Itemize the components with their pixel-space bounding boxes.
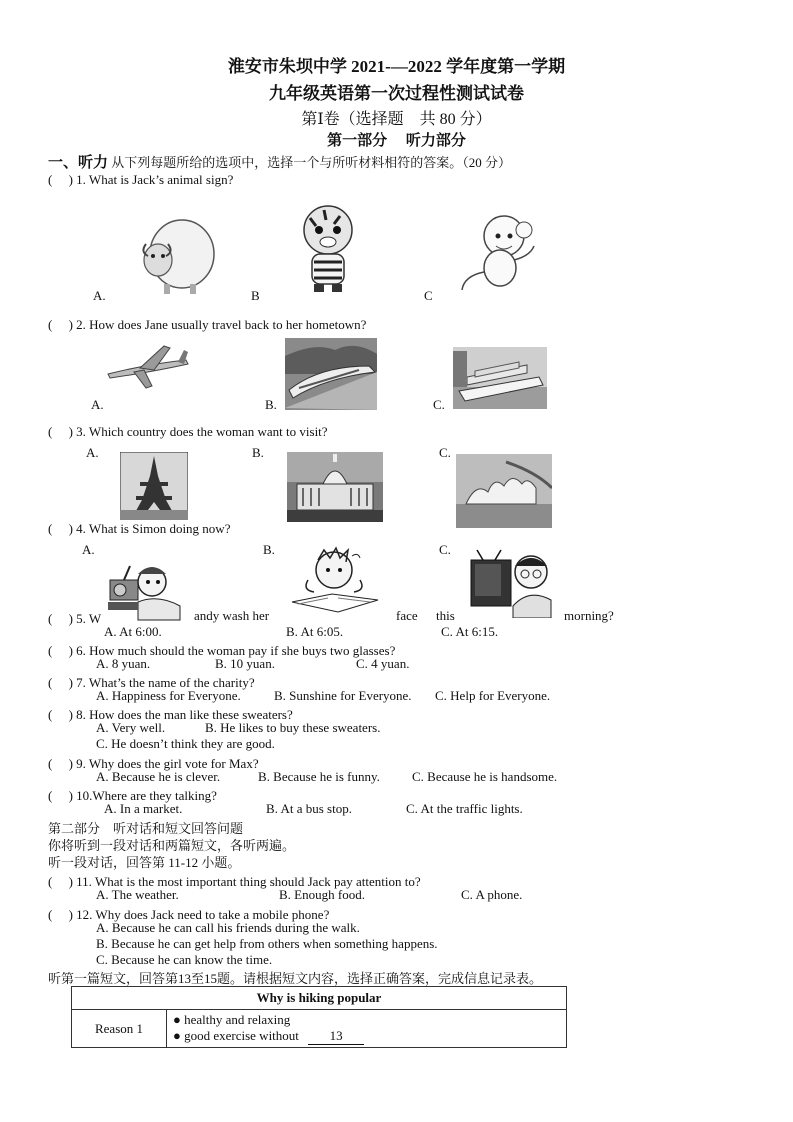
volume-title: 第Ⅰ卷（选择题 共 80 分） — [301, 111, 492, 128]
q6-option-b: B. 10 yuan. — [215, 656, 275, 671]
airplane-image — [104, 338, 190, 394]
q5-option-c: C. At 6:15. — [441, 624, 499, 639]
q2-option-a: A. — [91, 397, 104, 412]
exam-school-title: 淮安市朱坝中学 2021-—2022 学年度第一学期 — [227, 57, 566, 76]
hiking-info-table — [71, 986, 567, 1048]
q1-option-c: C — [424, 288, 433, 303]
cruise-ship-image — [453, 347, 547, 409]
q4-option-c: C. — [439, 542, 451, 557]
section1-label: 一、听力 — [48, 155, 109, 171]
q1-option-a: A. — [93, 288, 106, 303]
part-title: 第一部分 听力部分 — [327, 133, 466, 149]
q12-option-c: C. Because he can know the time. — [96, 952, 273, 967]
q8-stem: ( ) 8. How does the man like these sweaters? — [48, 707, 293, 722]
q11-option-c: C. A phone. — [461, 887, 523, 902]
q12-option-b: B. Because he can get help from others when something happens. — [96, 936, 438, 951]
q6-option-c: C. 4 yuan. — [356, 656, 410, 671]
q5-stem-middle: andy wash her — [194, 608, 270, 623]
q10-stem: ( ) 10.Where are they talking? — [48, 788, 217, 803]
q2-option-c: C. — [433, 397, 445, 412]
q12-option-a: A. Because he can call his friends during the walk. — [96, 920, 360, 935]
q10-option-b: B. At a bus stop. — [266, 801, 352, 816]
q5-stem-face: face — [396, 608, 418, 623]
q1-stem: ( ) 1. What is Jack’s animal sign? — [48, 172, 234, 187]
boy-watching-tv-image — [469, 548, 553, 618]
part2-intro: 你将听到一段对话和两篇短文，各听两遍。 — [48, 838, 296, 853]
eiffel-tower-image — [120, 452, 188, 520]
table-row — [72, 1010, 567, 1048]
sheep-image — [138, 214, 216, 296]
q3-stem: ( ) 3. Which country does the woman want to visit? — [48, 424, 328, 439]
q7-stem: ( ) 7. What’s the name of the charity? — [48, 675, 255, 690]
q8-option-c: C. He doesn’t think they are good. — [96, 736, 275, 751]
q9-option-c: C. Because he is handsome. — [412, 769, 558, 784]
q3-option-b: B. — [252, 445, 264, 460]
q11-option-b: B. Enough food. — [279, 887, 365, 902]
q7-option-a: A. Happiness for Everyone. — [96, 688, 241, 703]
tiger-image — [290, 202, 366, 294]
q7-option-c: C. Help for Everyone. — [435, 688, 551, 703]
q11-stem: ( ) 11. What is the most important thing should Jack pay attention to? — [48, 874, 421, 889]
q3-option-a: A. — [86, 445, 99, 460]
q5-stem-end: morning? — [564, 608, 614, 623]
table-header-row — [72, 987, 567, 1010]
exam-title: 九年级英语第一次过程性测试试卷 — [269, 84, 524, 103]
dialogue-instruction: 听一段对话，回答第 11-12 小题。 — [48, 855, 241, 870]
q2-stem: ( ) 2. How does Jane usually travel back to her hometown? — [48, 317, 367, 332]
q8-option-b: B. He likes to buy these sweaters. — [205, 720, 381, 735]
reason1-content — [167, 1010, 567, 1048]
q6-stem: ( ) 6. How much should the woman pay if she buys two glasses? — [48, 643, 396, 658]
q9-stem: ( ) 9. Why does the girl vote for Max? — [48, 756, 259, 771]
section1-instruction: 从下列每题所给的选项中，选择一个与所听材料相符的答案。（20 分） — [111, 155, 512, 170]
q2-option-b: B. — [265, 397, 277, 412]
q9-option-b: B. Because he is funny. — [258, 769, 380, 784]
capitol-building-image — [287, 452, 383, 522]
q1-option-b: B — [251, 288, 260, 303]
q8-option-a: A. Very well. — [96, 720, 166, 735]
q5-option-b: B. At 6:05. — [286, 624, 344, 639]
q9-option-a: A. Because he is clever. — [96, 769, 221, 784]
q4-stem: ( ) 4. What is Simon doing now? — [48, 521, 231, 536]
monkey-image — [456, 210, 542, 296]
q4-option-a: A. — [82, 542, 95, 557]
high-speed-train-image — [285, 338, 377, 410]
boy-studying-image — [288, 546, 382, 616]
bullet-exercise-text: ● good exercise without — [173, 1028, 299, 1043]
q3-option-c: C. — [439, 445, 451, 460]
q5-option-a: A. At 6:00. — [104, 624, 162, 639]
table-title: Why is hiking popular — [72, 987, 567, 1010]
boy-radio-image — [108, 562, 184, 622]
passage1-instruction: 听第一篇短文，回答第13至15题。请根据短文内容，选择正确答案，完成信息记录表。 — [48, 971, 543, 986]
reason1-label: Reason 1 — [72, 1010, 167, 1048]
bullet-exercise — [173, 1028, 560, 1045]
q5-stem-start: ( ) 5. W — [48, 611, 102, 626]
part2-title: 第二部分 听对话和短文回答问题 — [48, 821, 244, 836]
q4-option-b: B. — [263, 542, 275, 557]
bullet-healthy: ● healthy and relaxing — [173, 1012, 291, 1027]
answer-blank-13[interactable]: 13 — [308, 1028, 364, 1045]
q12-stem: ( ) 12. Why does Jack need to take a mobile phone? — [48, 907, 330, 922]
q10-option-a: A. In a market. — [104, 801, 183, 816]
q5-stem-this: this — [436, 608, 455, 623]
q11-option-a: A. The weather. — [96, 887, 179, 902]
q6-option-a: A. 8 yuan. — [96, 656, 151, 671]
q7-option-b: B. Sunshine for Everyone. — [274, 688, 412, 703]
sydney-opera-house-image — [456, 454, 552, 528]
q10-option-c: C. At the traffic lights. — [406, 801, 523, 816]
